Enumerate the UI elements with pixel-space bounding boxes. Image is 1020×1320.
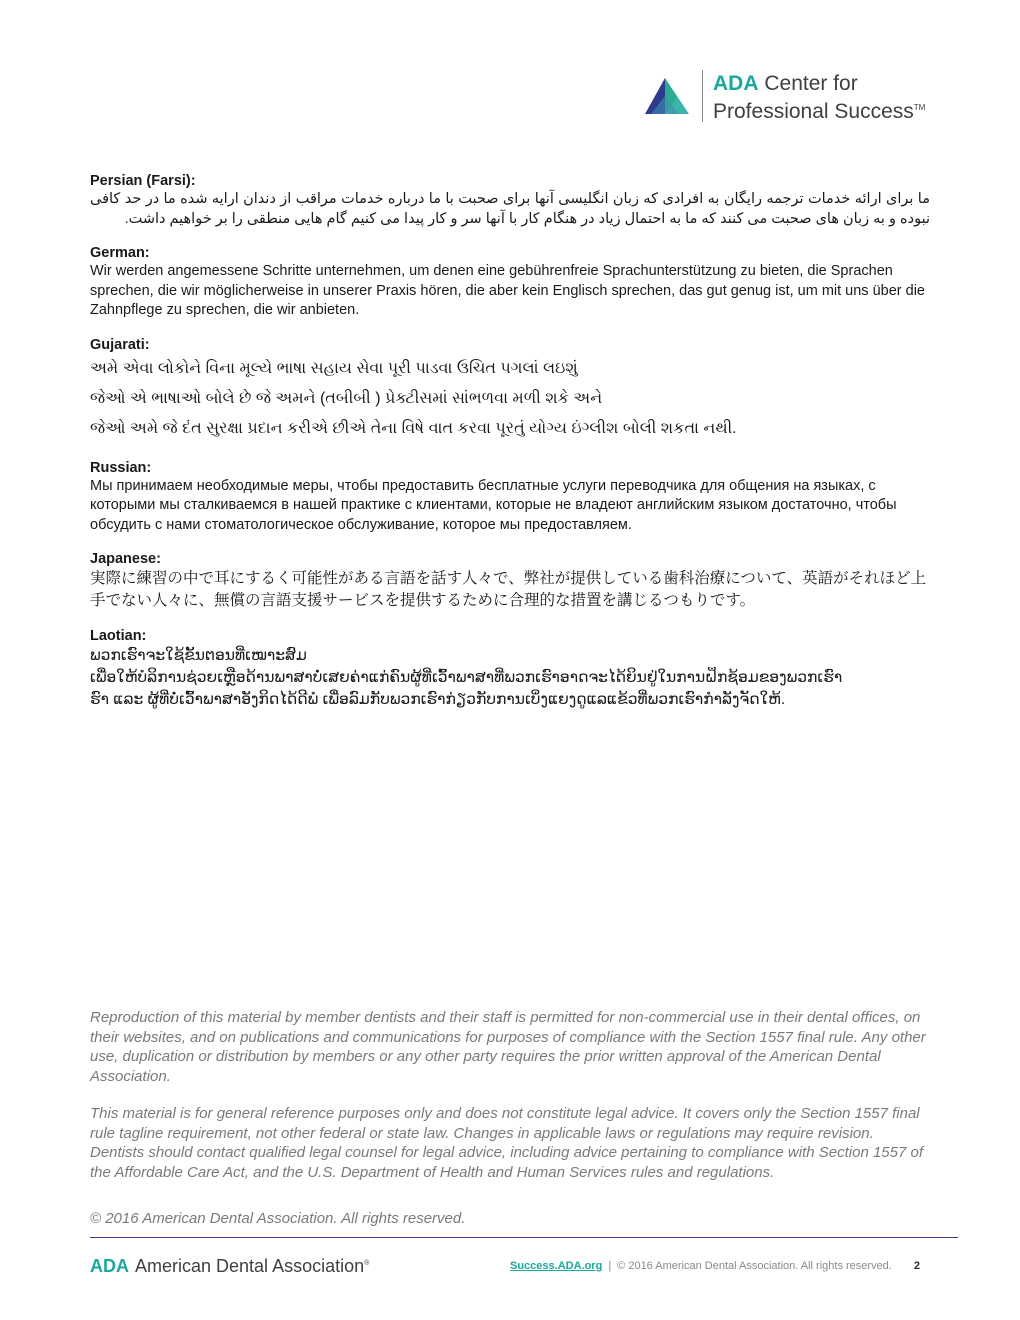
german-text: Wir werden angemessene Schritte unternehmen, um denen eine gebührenfreie Sprachunterstützung zu bieten, die Sprachen sprechen, die wir möglicherweise in unserer Praxis hören, die aber kein Englisch sprechen, das gut genug ist, um mit uns über die Zahnpflege zu sprechen, die wir anbieten.: [90, 263, 925, 318]
gujarati-line-3: જેઓ અમે જે દંત સુરક્ષા પ્રદાન કરીએ છીએ તેના વિષે વાત કરવા પૂરતું યોગ્ય ઇંગ્લીશ બોલી શકતા નથી.: [90, 419, 737, 437]
page-number: 2: [913, 1260, 920, 1272]
section-gujarati: [90, 336, 930, 444]
laotian-line-1: ພວກເຮົາຈະໃຊ້ຂັ້ນຕອນທີ່ເໝາະສົມ: [90, 647, 307, 664]
logo-title-line2: [713, 96, 925, 124]
laotian-line-2: ເພື່ອໃຫ້ບໍລິການຊ່ວຍເຫຼືອດ້ານພາສາບໍ່ເສຍຄ່າແກ່ຄົນຜູ້ທີ່ເວົ້າພາສາທີ່ພວກເຮົາອາດຈະໄດ້ຍິນຢູ່ໃນການຝຶກຊ້ອມຂອງພວກເຮົາ: [90, 669, 843, 686]
laotian-label: Laotian:: [90, 628, 147, 644]
logo-line2-text: Professional Success: [713, 100, 914, 123]
logo-divider: [702, 70, 703, 122]
ada-center-logo: [645, 68, 945, 124]
section-persian: [90, 172, 930, 229]
gujarati-line-2: જેઓ એ ભાષાઓ બોલે છે જે અમને (તબીબી ) પ્રેક્ટીસમાં સાંભળવા મળી શકે અને: [90, 389, 603, 407]
section-japanese: [90, 550, 930, 612]
japanese-text: 実際に練習の中で耳にするく可能性がある言語を話す人々で、弊社が提供している歯科治療について、英語がそれほど上手でない人々に、無償の言語支援サービスを提供するために合理的な措置を講じるつもりです。: [90, 570, 927, 609]
persian-text: ما برای ارائه خدمات ترجمه رایگان به افرادی که زبان انگلیسی آنها برای صحبت با ما درباره خدمات مراقب از دندان ارایه شده ما در حد کافی نبوده و به زبان های صحبت می کنند که ما به احتمال زیاد در هنگام کار با آنها سر و کار پیدا می کنیم گام هایی منطقی را بر خواهیم داشت.: [90, 191, 930, 227]
laotian-line-3: ຮົາ ແລະ ຜູ້ທີ່ບໍ່ເວົ້າພາສາອັງກິດໄດ້ດີພໍ ເພື່ອລົມກັບພວກເຮົາກ່ຽວກັບການເບິ່ງແຍງດູແລແຂ້ວທີ່ພວກເຮົາກໍາລັງຈັດໃຫ້.: [90, 691, 786, 708]
german-label: German:: [90, 245, 150, 261]
footer-divider: [90, 1237, 958, 1238]
copyright-notice: © 2016 American Dental Association. All rights reserved.: [90, 1210, 466, 1227]
footer-info: [510, 1259, 920, 1273]
logo-line1-text: Center for: [764, 72, 858, 95]
logo-brand: ADA: [713, 72, 759, 95]
footer-copyright: © 2016 American Dental Association. All rights reserved.: [617, 1260, 892, 1272]
section-german: [90, 244, 930, 321]
logo-title-line1: [713, 72, 858, 96]
footer-logo-brand: ADA: [90, 1256, 129, 1276]
reproduction-disclaimer: Reproduction of this material by member dentists and their staff is permitted for non-commercial use in their dental offices, on their websites, and on publications and communications for purposes of compliance with the Section 1557 final rule. Any other use, duplication or distribution by members or any other party requires the prior written approval of the American Dental Association.: [90, 1009, 926, 1085]
gujarati-label: Gujarati:: [90, 336, 150, 353]
footer-logo-name: American Dental Association: [135, 1256, 365, 1276]
gujarati-line-1: અમે એવા લોકોને વિના મૂલ્યે ભાષા સહાય સેવા પૂરી પાડવા ઉચિત પગલાં લઇશું: [90, 359, 578, 377]
tagline-content: [90, 172, 930, 726]
footer-site-link[interactable]: Success.ADA.org: [510, 1260, 603, 1272]
section-russian: [90, 459, 930, 536]
footer-logo-registered: ®: [364, 1260, 370, 1267]
japanese-label: Japanese:: [90, 551, 161, 567]
ada-footer-logo: [90, 1253, 369, 1277]
footer-separator: |: [608, 1260, 612, 1272]
russian-text: Мы принимаем необходимые меры, чтобы предоставить бесплатные услуги переводчика для общения на языках, с которыми мы сталкиваемся в нашей практике с клиентами, которые не владеют английским языком достаточно, чтобы обсудить с нами стоматологическое обслуживание, которое мы предоставляем.: [90, 477, 897, 533]
russian-label: Russian:: [90, 459, 152, 476]
logo-trademark: TM: [913, 103, 926, 112]
section-laotian: [90, 627, 930, 711]
ada-triangle-logo-icon: [645, 76, 691, 116]
persian-label: Persian (Farsi):: [90, 173, 196, 189]
legal-reference-disclaimer: This material is for general reference purposes only and does not constitute legal advice. It covers only the Section 1557 final rule tagline requirement, not other federal or state law. Changes in applicable laws or regulations may require revision. Dentists should contact qualified legal counsel for legal advice, including advice pertaining to compliance with Section 1557 of the Affordable Care Act, and the U.S. Department of Health and Human Services rules and regulations.: [90, 1105, 924, 1181]
